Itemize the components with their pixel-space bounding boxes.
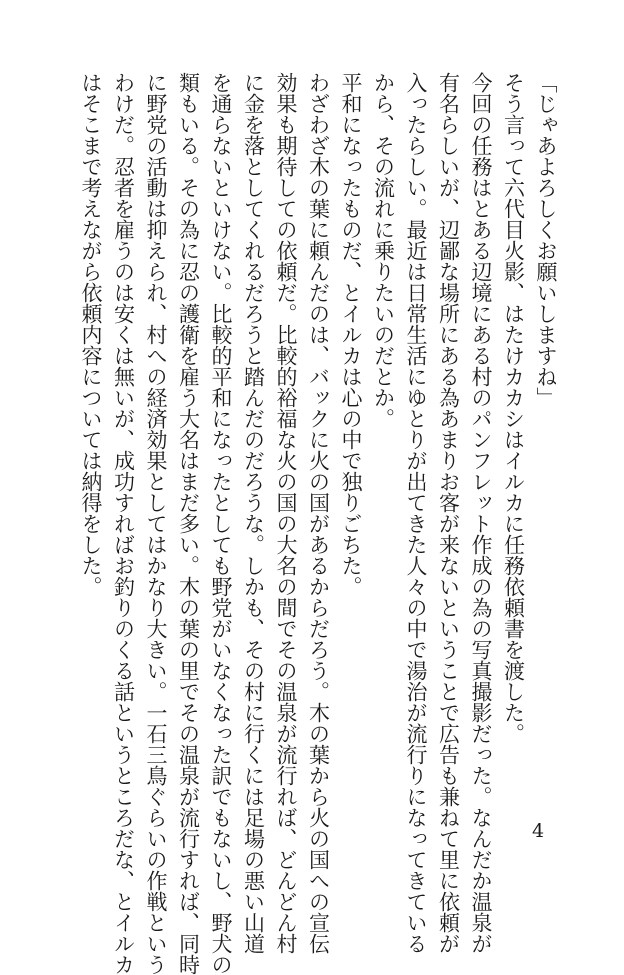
text-line: 「じゃあよろしくお願いしますね」: [534, 72, 558, 408]
text-line: 効果も期待しての依頼だ。比較的裕福な火の国の大名の間でその温泉が流行れば、どんどん村: [274, 72, 298, 954]
text-line: わざわざ木の葉に頼んだのは、バックに火の国があるからだろう。木の葉から火の国への宣伝: [306, 72, 331, 954]
page-number: 4: [532, 820, 545, 842]
vertical-text-body: [75, 72, 563, 975]
text-line: はそこまで考えながら依頼内容については納得をした。: [79, 72, 103, 597]
text-line: 類もいる。その為に忍の護衛を雇う大名はまだ多い。木の葉の里でその温泉が流行すれば、同時: [176, 72, 201, 975]
text-line: を通らないといけない。比較的平和になったとしても野党がいなくなった訳でもないし、野犬の: [209, 72, 233, 975]
text-line: から、その流れに乗りたいのだとか。: [371, 72, 396, 429]
text-line: 今回の任務はとある辺境にある村のパンフレット作成の為の写真撮影だった。なんだか温泉が: [469, 72, 493, 954]
text-line: 平和になったものだ、とイルカは心の中で独りごちた。: [339, 72, 363, 597]
text-line: そう言って六代目火影、はたけカカシはイルカに任務依頼書を渡した。: [501, 72, 526, 744]
text-line: わけだ。忍者を雇うのは安くは無いが、成功すればお釣りのくる話というところだな、とイルカ: [111, 72, 136, 975]
text-line: に野党の活動は抑えられ、村への経済効果としてはかなり大きい。一石三鳥ぐらいの作戦という: [144, 72, 168, 975]
text-line: に金を落としてくれるだろうと踏んだのだろうな。しかも、その村に行くには足場の悪い山道: [241, 72, 266, 954]
text-line: 有名らしいが、辺鄙な場所にある為あまりお客が来ないということで広告も兼ねて里に依頼が: [436, 72, 461, 954]
text-line: 入ったらしい。最近は日常生活にゆとりが出てきた人々の中で湯治が流行りになってきている: [404, 72, 428, 954]
